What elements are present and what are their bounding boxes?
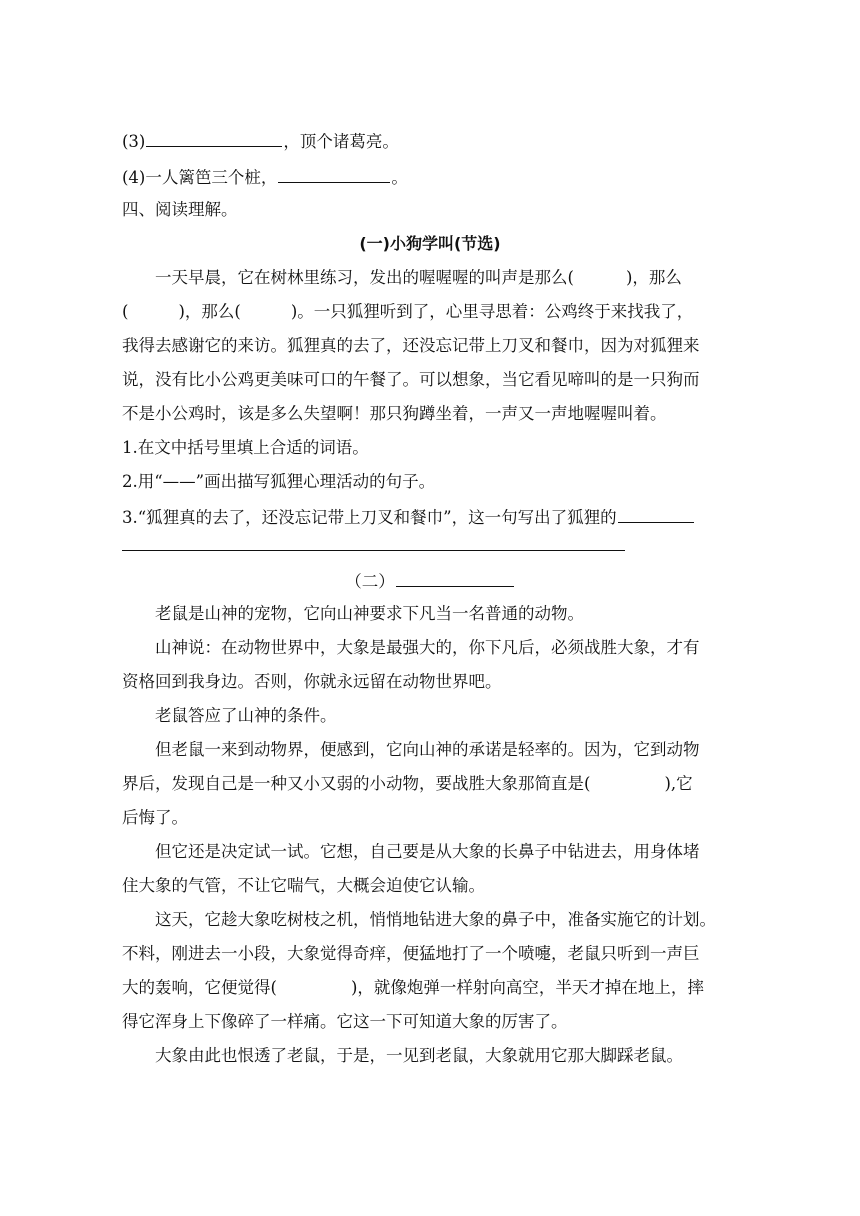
item-number: (3)	[122, 132, 146, 151]
text-run: 一天早晨，它在树林里练习，发出的喔喔喔的叫声是那么(	[155, 268, 574, 287]
answer-blank[interactable]	[618, 504, 694, 523]
text-run: 界后，发现自己是一种又小又弱的小动物，要战胜大象那简直是(	[122, 774, 591, 793]
passage-line: 资格回到我身边。否则，你就永远留在动物世界吧。	[122, 672, 502, 691]
section-heading: 四、阅读理解。	[122, 200, 238, 219]
passage-line: 老鼠是山神的宠物，它向山神要求下凡当一名普通的动物。	[155, 604, 584, 623]
passage-line: 住大象的气管，不让它喘气，大概会迫使它认输。	[122, 876, 485, 895]
passage-line	[122, 976, 742, 1000]
text-run: )，那么	[625, 268, 682, 287]
item-number: (4)	[122, 168, 146, 187]
passage-title	[0, 568, 860, 594]
passage-line	[122, 300, 742, 324]
item-text: ，顶个诸葛亮。	[283, 132, 399, 151]
passage-line: 山神说：在动物世界中，大象是最强大的，你下凡后，必须战胜大象，才有	[155, 638, 700, 657]
text-run: 大的轰响，它便觉得(	[122, 978, 277, 997]
passage-line	[155, 266, 775, 290]
passage-line: 老鼠答应了山神的条件。	[155, 706, 337, 725]
passage-line	[122, 772, 742, 796]
text-run: )，那么(	[178, 302, 241, 321]
question-2: 2.用“——”画出描写狐狸心理活动的句子。	[122, 472, 436, 491]
passage-line: 说，没有比小公鸡更美味可口的午餐了。可以想象，当它看见啼叫的是一只狗而	[122, 370, 700, 389]
passage-line: 大象由此也恨透了老鼠，于是，一见到老鼠，大象就用它那大脚踩老鼠。	[155, 1046, 683, 1065]
text-run: (	[122, 302, 129, 321]
passage-line: 但它还是决定试一试。它想，自己要是从大象的长鼻子中钻进去，用身体堵	[155, 842, 700, 861]
passage-line: 得它浑身上下像碎了一样痛。它这一下可知道大象的厉害了。	[122, 1012, 568, 1031]
passage-line: 这天，它趁大象吃树枝之机，悄悄地钻进大象的鼻子中，准备实施它的计划。	[155, 910, 716, 929]
fill-item-4	[122, 164, 742, 190]
text-run: )。一只狐狸听到了，心里寻思着：公鸡终于来找我了，	[290, 302, 694, 321]
title-prefix: （二）	[345, 572, 395, 591]
item-text: 一人篱笆三个桩，	[145, 168, 278, 187]
item-text: 。	[391, 168, 408, 187]
question-3	[122, 504, 742, 530]
title-blank[interactable]	[396, 568, 514, 587]
passage-line: 但老鼠一来到动物界，便感到，它向山神的承诺是轻率的。因为，它到动物	[155, 740, 700, 759]
answer-line[interactable]	[122, 550, 625, 551]
passage-line: 不是小公鸡时，该是多么失望啊！那只狗蹲坐着，一声又一声地喔喔叫着。	[122, 404, 667, 423]
question-text: 3.“狐狸真的去了，还没忘记带上刀叉和餐巾”，这一句写出了狐狸的	[122, 508, 617, 527]
passage-line: 后悔了。	[122, 808, 188, 827]
answer-blank[interactable]	[146, 128, 282, 147]
question-1: 1.在文中括号里填上合适的词语。	[122, 438, 369, 457]
passage-title: (一)小狗学叫(节选)	[359, 234, 501, 253]
fill-item-3	[122, 128, 742, 154]
answer-blank[interactable]	[278, 164, 390, 183]
passage-line: 不料，刚进去一小段，大象觉得奇痒，便猛地打了一个喷嚏，老鼠只听到一声巨	[122, 944, 700, 963]
text-run: )，就像炮弹一样射向高空，半天才掉在地上，摔	[350, 978, 704, 997]
passage-line: 我得去感谢它的来访。狐狸真的去了，还没忘记带上刀叉和餐巾，因为对狐狸来	[122, 336, 700, 355]
text-run: ),它	[664, 774, 693, 793]
